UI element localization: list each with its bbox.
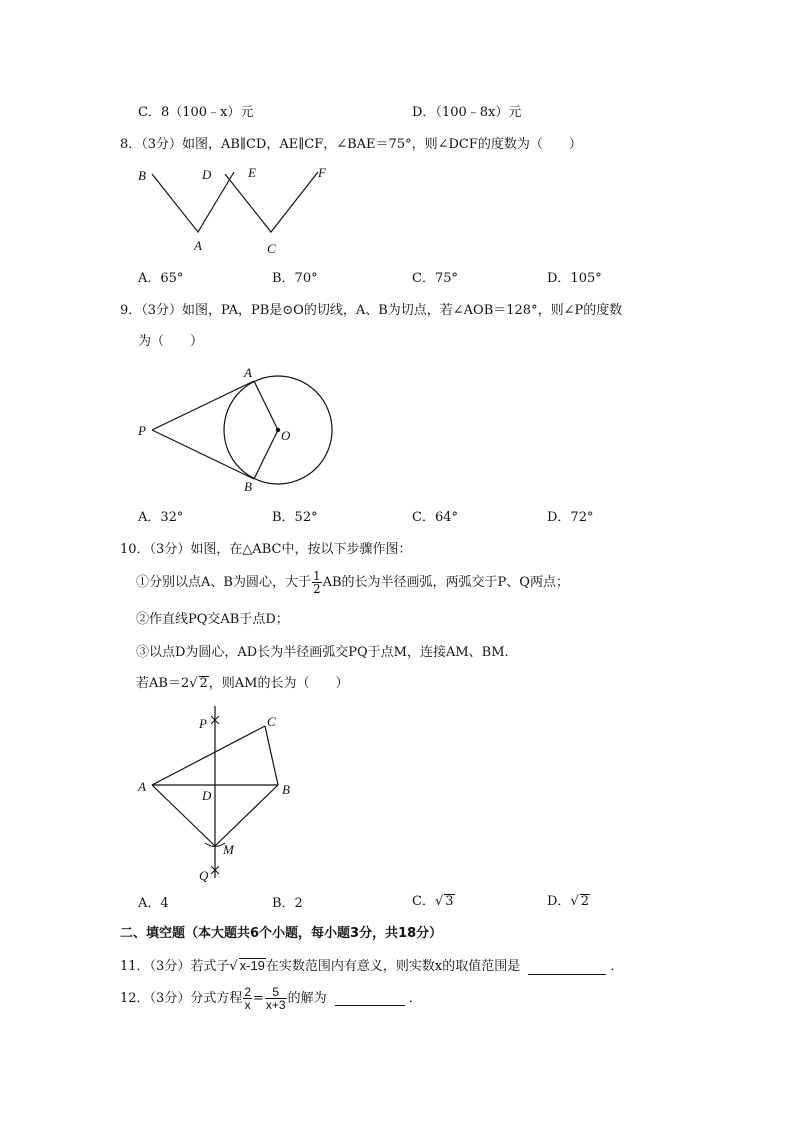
q10-step1-pre: ①分别以点A、B为圆心，大于: [136, 575, 311, 590]
q11-answer-blank[interactable]: [528, 960, 606, 975]
q9-stem-line2: 为（ ）: [138, 334, 204, 349]
q10-option-a: A．4: [138, 896, 169, 911]
q8-option-d: D．105°: [547, 271, 602, 286]
q10-label-a: A: [138, 779, 146, 794]
q9-figure: [130, 360, 350, 500]
q10-label-m: M: [223, 842, 234, 857]
q12-fraction-left: $\frac{2}{x}$: [244, 985, 252, 1012]
q9-option-a: A．32°: [138, 510, 184, 525]
q9-radius-oa: [254, 381, 278, 430]
q10-step1-post: AB的长为半径画弧，两弧交于P、Q两点；: [322, 575, 569, 590]
q10-condition-radicand: 2: [199, 676, 208, 691]
q12-stem: 12．（3分）分式方程 $\frac{2}{x}$ = $\frac{5}{x+3}$ 的解为 ．: [120, 985, 422, 1012]
q10-label-q: Q: [199, 868, 209, 883]
q9-center-dot: [276, 428, 280, 432]
q9-radius-ob: [254, 430, 278, 479]
q9-option-b: B．52°: [272, 510, 318, 525]
q7-option-c: C．8（100﹣x）元: [138, 105, 254, 120]
q8-option-c: C．75°: [412, 271, 458, 286]
q8-label-a: A: [194, 238, 202, 253]
q10-step3: ③以点D为圆心，AD长为半径画弧交PQ于点M，连接AM、BM.: [136, 645, 509, 660]
q11-radicand: x-19: [239, 958, 265, 973]
q8-label-c: C: [267, 241, 276, 256]
q10-label-d: D: [202, 788, 212, 803]
q11-stem: 11．（3分）若式子√ x-19在实数范围内有意义，则实数x的取值范围是 ．: [120, 958, 624, 974]
q9-option-c: C．64°: [412, 510, 458, 525]
q10-seg-cb: [265, 726, 278, 785]
q8-stem: 8．（3分）如图，AB∥CD，AE∥CF，∠BAE＝75°，则∠DCF的度数为（ ）: [120, 137, 582, 152]
q8-option-b: B．70°: [272, 271, 318, 286]
q10-label-p: P: [199, 716, 207, 731]
q12-fraction-right: $\frac{5}{x+3}$: [265, 985, 286, 1012]
q8-label-f: F: [318, 165, 326, 180]
q9-tangent-pb: [152, 430, 254, 479]
q10-label-c: C: [267, 714, 276, 729]
q10-stem: 10．（3分）如图，在△ABC中，按以下步骤作图：: [120, 542, 412, 557]
q9-label-p: P: [138, 423, 146, 438]
q10-step1: [136, 568, 569, 598]
q8-label-b: B: [138, 168, 146, 183]
q8-label-e: E: [248, 165, 256, 180]
q10-condition: 若AB＝2√ 2，则AM的长为（ ）: [136, 676, 349, 691]
q10-seg-ac: [152, 726, 265, 785]
q10-option-b: B．2: [272, 896, 303, 911]
q10-step1-fraction: $\frac{1}{2}$: [312, 569, 321, 596]
q9-label-a: A: [244, 365, 252, 380]
q9-option-d: D．72°: [547, 510, 594, 525]
q10-option-d: D．√ 2: [547, 894, 590, 909]
q7-option-d: D．（100﹣8x）元: [412, 105, 522, 120]
q8-line-bae: [152, 172, 234, 232]
q8-figure: [130, 160, 350, 260]
q8-option-a: A．65°: [138, 271, 184, 286]
q9-label-o: O: [281, 428, 291, 443]
q9-tangent-pa: [152, 381, 254, 430]
q10-step2: ②作直线PQ交AB于点D；: [136, 612, 289, 627]
q12-answer-blank[interactable]: [335, 991, 405, 1006]
q8-label-d: D: [202, 167, 212, 182]
q9-label-b: B: [244, 479, 252, 494]
q10-label-b: B: [282, 782, 290, 797]
q9-stem-line1: 9．（3分）如图，PA，PB是⊙O的切线，A、B为切点，若∠AOB＝128°，则∠P的度数: [120, 303, 623, 318]
q8-line-dcf: [225, 172, 318, 232]
q10-seg-bm: [215, 785, 278, 846]
section2-title: 二、填空题（本大题共6个小题，每小题3分，共18分）: [120, 926, 443, 941]
q10-figure: [130, 700, 310, 885]
q10-option-c: C．√ 3: [412, 894, 454, 909]
